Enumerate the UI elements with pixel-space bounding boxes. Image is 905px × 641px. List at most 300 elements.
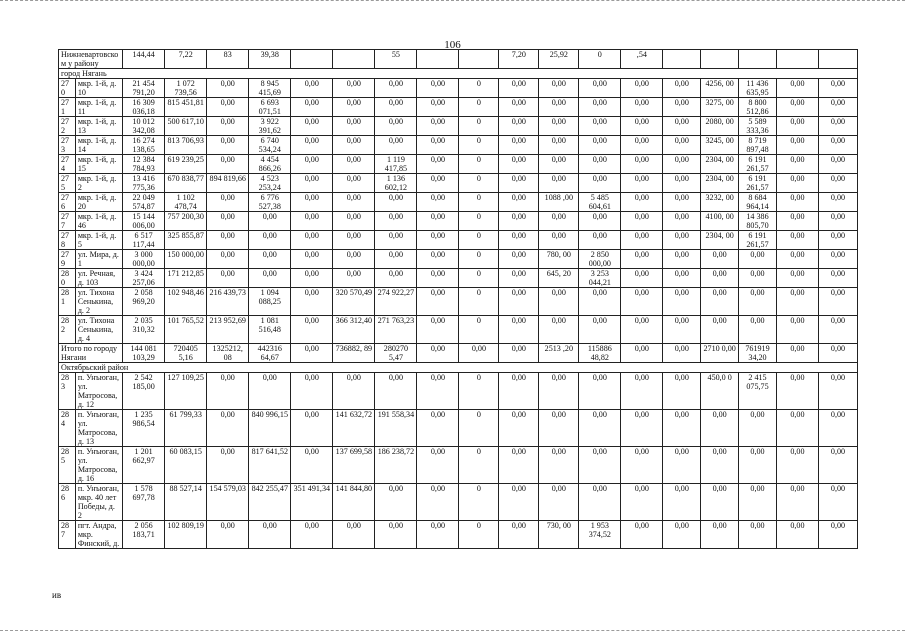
table-cell: 0,00 [333, 174, 375, 193]
table-cell: 0,00 [663, 79, 701, 98]
table-cell: 0,00 [663, 484, 701, 521]
table-cell: 0,00 [207, 136, 249, 155]
table-cell: 14 386 805,70 [739, 212, 777, 231]
table-cell: 0,00 [375, 212, 417, 231]
table-cell: 6 191 261,57 [739, 174, 777, 193]
table-cell: 0,00 [291, 79, 333, 98]
address-cell: мкр. 1-й, д. 11 [75, 98, 122, 117]
table-cell: 0,00 [818, 79, 857, 98]
section-row [59, 363, 858, 373]
table-cell: 0,00 [375, 484, 417, 521]
table-cell: 0,00 [621, 373, 663, 410]
table-cell: 0,00 [291, 117, 333, 136]
table-cell: 10 012 342,08 [123, 117, 165, 136]
table-cell: 144 081 103,29 [123, 344, 165, 363]
table-cell [663, 50, 701, 69]
table-cell: 0,00 [375, 117, 417, 136]
table-cell: 0,00 [333, 98, 375, 117]
table-cell: 0,00 [739, 484, 777, 521]
row-number: 27 1 [59, 98, 76, 117]
table-cell: 0,00 [579, 231, 621, 250]
table-cell: 0,00 [663, 316, 701, 344]
table-cell: 0,00 [291, 231, 333, 250]
table-cell: 0,00 [663, 269, 701, 288]
table-cell: 16 274 138,65 [123, 136, 165, 155]
row-number: 28 5 [59, 447, 76, 484]
table-cell: 102 948,46 [165, 288, 207, 316]
table-cell: 0,00 [818, 269, 857, 288]
table-cell: 0,00 [333, 373, 375, 410]
table-cell: 0,00 [333, 231, 375, 250]
table-cell: 0,00 [663, 410, 701, 447]
table-cell: 0,00 [663, 521, 701, 549]
table-cell: ,54 [621, 50, 663, 69]
table-cell: 0,00 [499, 193, 539, 212]
table-cell: 0 [459, 521, 499, 549]
table-cell: 0,00 [621, 447, 663, 484]
table-cell: 0,00 [539, 484, 579, 521]
table-cell: 5 589 333,36 [739, 117, 777, 136]
table-cell: 0 [459, 410, 499, 447]
table-cell: 0,00 [417, 447, 459, 484]
table-cell: 0,00 [249, 269, 291, 288]
table-cell: 154 579,03 [207, 484, 249, 521]
table-cell: 0,00 [375, 269, 417, 288]
address-cell: мкр. 1-й, д. 14 [75, 136, 122, 155]
table-cell: 0 [459, 212, 499, 231]
table-cell: 730, 00 [539, 521, 579, 549]
table-cell: 0,00 [739, 269, 777, 288]
table-cell: 0 [579, 50, 621, 69]
table-cell: 670 838,77 [165, 174, 207, 193]
row-number: 27 2 [59, 117, 76, 136]
table-cell: 0,00 [776, 373, 818, 410]
table-cell: 817 641,52 [249, 447, 291, 484]
table-cell: 4 454 866,26 [249, 155, 291, 174]
table-cell [291, 50, 333, 69]
address-cell: ул. Тихона Сенькина, д. 2 [75, 288, 122, 316]
table-cell: 0,00 [776, 174, 818, 193]
table-cell: 0,00 [539, 79, 579, 98]
table-cell: 0,00 [417, 250, 459, 269]
table-cell: 0,00 [776, 250, 818, 269]
table-cell: 0,00 [333, 79, 375, 98]
table-cell: 0,00 [499, 212, 539, 231]
table-cell: 0,00 [417, 212, 459, 231]
table-cell: 0,00 [579, 484, 621, 521]
table-cell: 21 454 791,20 [123, 79, 165, 98]
table-cell: 141 632,72 [333, 410, 375, 447]
table-cell: 7,20 [499, 50, 539, 69]
row-number: 27 7 [59, 212, 76, 231]
table-cell: 0,00 [499, 79, 539, 98]
table-cell: 0,00 [417, 174, 459, 193]
table-cell: 0,00 [375, 98, 417, 117]
table-cell: 0,00 [701, 410, 739, 447]
table-cell: 0,00 [818, 250, 857, 269]
table-cell: 0,00 [663, 155, 701, 174]
table-row [59, 373, 858, 410]
table-cell: 0,00 [701, 521, 739, 549]
address-cell: п. Унъюган, мкр. 40 лет Победы, д. 2 [75, 484, 122, 521]
table-cell: 0,00 [739, 521, 777, 549]
table-cell: 2 056 183,71 [123, 521, 165, 549]
table-cell: 645, 20 [539, 269, 579, 288]
table-cell: 2710 0,00 [701, 344, 739, 363]
table-cell: 450,0 0 [701, 373, 739, 410]
table-cell: 0 [459, 79, 499, 98]
table-cell: 0,00 [776, 521, 818, 549]
table-cell: 0 [459, 231, 499, 250]
address-cell: п. Унъюган, ул. Матросова, д. 12 [75, 373, 122, 410]
table-cell: 16 309 036,18 [123, 98, 165, 117]
table-cell: 0,00 [818, 373, 857, 410]
table-cell: 0,00 [621, 250, 663, 269]
table-cell: 0,00 [375, 231, 417, 250]
section-heading: город Нягань [59, 69, 858, 79]
table-row [59, 316, 858, 344]
table-cell: 0,00 [701, 250, 739, 269]
table-cell: 0,00 [291, 212, 333, 231]
table-cell: 0,00 [663, 231, 701, 250]
table-row [59, 250, 858, 269]
table-cell: 0,00 [207, 193, 249, 212]
table-cell: 0,00 [249, 373, 291, 410]
table-cell: 3245, 00 [701, 136, 739, 155]
table-cell: 0,00 [621, 136, 663, 155]
table-row [59, 79, 858, 98]
table-cell: 0,00 [291, 410, 333, 447]
table-cell: 0,00 [701, 288, 739, 316]
table-cell: 0,00 [701, 447, 739, 484]
table-cell: 0,00 [818, 410, 857, 447]
table-cell: 0,00 [663, 373, 701, 410]
table-cell: 0,00 [818, 447, 857, 484]
table-cell: 0,00 [291, 344, 333, 363]
table-cell: 0,00 [818, 212, 857, 231]
table-cell: 780, 00 [539, 250, 579, 269]
table-cell: 0,00 [499, 410, 539, 447]
table-cell: 0,00 [499, 250, 539, 269]
table-cell: 0,00 [818, 155, 857, 174]
table-cell: 0,00 [207, 373, 249, 410]
table-cell: 0,00 [739, 250, 777, 269]
table-cell: 0,00 [333, 193, 375, 212]
table-cell: 0,00 [579, 98, 621, 117]
table-cell: 1 235 986,54 [123, 410, 165, 447]
table-cell: 0,00 [739, 410, 777, 447]
table-cell: 0,00 [207, 79, 249, 98]
table-cell: 186 238,72 [375, 447, 417, 484]
table-cell: 0,00 [417, 484, 459, 521]
table-cell: 83 [207, 50, 249, 69]
table-cell: 2304, 00 [701, 174, 739, 193]
table-cell: 0,00 [291, 373, 333, 410]
row-number: 27 5 [59, 174, 76, 193]
address-cell: ул. Мира, д. 1 [75, 250, 122, 269]
table-cell: 0,00 [776, 155, 818, 174]
table-cell: 0,00 [207, 231, 249, 250]
table-cell: 0,00 [417, 79, 459, 98]
table-cell: 0 [459, 316, 499, 344]
address-cell: мкр. 1-й, д. 10 [75, 79, 122, 98]
table-cell: 0,00 [663, 193, 701, 212]
table-cell: 0,00 [333, 521, 375, 549]
table-cell: 0,00 [739, 316, 777, 344]
table-cell: 0,00 [776, 288, 818, 316]
table-cell: 0,00 [291, 316, 333, 344]
table-cell: 0,00 [621, 410, 663, 447]
table-cell: 8 945 415,69 [249, 79, 291, 98]
address-cell: мкр. 1-й, д. 2 [75, 174, 122, 193]
table-cell: 0,00 [776, 231, 818, 250]
table-cell: 0,00 [539, 316, 579, 344]
table-cell: 0 [459, 269, 499, 288]
address-cell: мкр. 1-й, д. 5 [75, 231, 122, 250]
table-cell: 0,00 [776, 484, 818, 521]
table-cell: 5 485 604,61 [579, 193, 621, 212]
table-cell: 0,00 [776, 98, 818, 117]
table-cell: 0,00 [818, 231, 857, 250]
table-cell: 720405 5,16 [165, 344, 207, 363]
table-row [59, 117, 858, 136]
table-cell: 813 706,93 [165, 136, 207, 155]
table-cell: 0,00 [417, 193, 459, 212]
table-cell: 0,00 [663, 447, 701, 484]
table-cell: 2 035 310,32 [123, 316, 165, 344]
table-cell: 101 765,52 [165, 316, 207, 344]
address-cell: ул. Тихона Сенькина, д. 4 [75, 316, 122, 344]
table-cell: 0,00 [663, 174, 701, 193]
table-cell: 127 109,25 [165, 373, 207, 410]
table-row [59, 174, 858, 193]
table-row [59, 269, 858, 288]
table-cell: 0,00 [333, 212, 375, 231]
table-cell: 0 [459, 136, 499, 155]
table-cell: 0,00 [417, 155, 459, 174]
table-cell: 0,00 [539, 231, 579, 250]
table-cell: 6 776 527,38 [249, 193, 291, 212]
table-cell: 0,00 [776, 193, 818, 212]
table-cell: 1 953 374,52 [579, 521, 621, 549]
table-cell: 2 415 075,75 [739, 373, 777, 410]
table-cell: 3275, 00 [701, 98, 739, 117]
table-cell: 0,00 [818, 136, 857, 155]
table-cell: 191 558,34 [375, 410, 417, 447]
table-cell: 2080, 00 [701, 117, 739, 136]
table-cell: 351 491,34 [291, 484, 333, 521]
table-cell: 0,00 [539, 155, 579, 174]
table-cell: 0,00 [249, 231, 291, 250]
table-cell: 55 [375, 50, 417, 69]
table-cell: 0,00 [499, 344, 539, 363]
table-cell: 320 570,49 [333, 288, 375, 316]
table-cell: 0,00 [333, 155, 375, 174]
table-cell: 0,00 [621, 117, 663, 136]
section-row [59, 69, 858, 79]
table-row [59, 136, 858, 155]
table-cell: 366 312,40 [333, 316, 375, 344]
table-cell: 0,00 [818, 344, 857, 363]
table-cell: 3 424 257,06 [123, 269, 165, 288]
table-cell: 0,00 [375, 136, 417, 155]
table-cell: 0,00 [207, 521, 249, 549]
table-cell: 6 191 261,57 [739, 231, 777, 250]
table-cell: 0,00 [621, 193, 663, 212]
table-cell: 0,00 [499, 117, 539, 136]
table-cell: 0,00 [291, 136, 333, 155]
table-cell: 271 763,23 [375, 316, 417, 344]
table-cell: 0,00 [291, 288, 333, 316]
table-cell: 0,00 [417, 136, 459, 155]
table-cell: 0,00 [701, 316, 739, 344]
table-cell: 2513 ,20 [539, 344, 579, 363]
row-number: 28 6 [59, 484, 76, 521]
table-cell: 0,00 [333, 117, 375, 136]
address-cell: мкр. 1-й, д. 20 [75, 193, 122, 212]
table-row [59, 410, 858, 447]
table-cell: 2 850 000,00 [579, 250, 621, 269]
address-cell: п. Унъюган, ул. Матросова, д. 16 [75, 447, 122, 484]
table-cell: 0,00 [249, 250, 291, 269]
table-cell: 0,00 [579, 447, 621, 484]
table-cell: 894 819,66 [207, 174, 249, 193]
table-cell: 0,00 [776, 410, 818, 447]
table-cell: 6 740 534,24 [249, 136, 291, 155]
table-cell: 761919 34,20 [739, 344, 777, 363]
table-cell: 280270 5,47 [375, 344, 417, 363]
table-cell: 0,00 [776, 344, 818, 363]
table-cell: 137 699,58 [333, 447, 375, 484]
table-cell: 7,22 [165, 50, 207, 69]
summary-label: Итого по городу Нягани [59, 344, 123, 363]
table-cell: 0,00 [663, 136, 701, 155]
table-cell: 0,00 [207, 269, 249, 288]
table-cell: 619 239,25 [165, 155, 207, 174]
table-cell: 8 684 964,14 [739, 193, 777, 212]
table-cell: 11 436 635,95 [739, 79, 777, 98]
table-cell: 0,00 [499, 288, 539, 316]
table-cell: 0,00 [621, 344, 663, 363]
table-cell: 0,00 [739, 447, 777, 484]
table-cell: 61 799,33 [165, 410, 207, 447]
table-cell: 0,00 [375, 373, 417, 410]
table-cell: 815 451,81 [165, 98, 207, 117]
table-cell: 0,00 [417, 344, 459, 363]
table-cell: 22 049 574,87 [123, 193, 165, 212]
table-cell: 0,00 [621, 316, 663, 344]
table-cell: 0,00 [539, 212, 579, 231]
row-number: 27 0 [59, 79, 76, 98]
table-cell: 0,00 [818, 521, 857, 549]
table-cell: 0,00 [621, 155, 663, 174]
table-cell: 0,00 [621, 231, 663, 250]
table-cell: 1088 ,00 [539, 193, 579, 212]
table-cell: 0,00 [579, 117, 621, 136]
table-cell: 3232, 00 [701, 193, 739, 212]
address-cell: мкр. 1-й, д. 13 [75, 117, 122, 136]
table-cell: 0,00 [579, 155, 621, 174]
row-number: 27 8 [59, 231, 76, 250]
table-cell: 0,00 [291, 250, 333, 269]
table-cell: 0,00 [499, 231, 539, 250]
table-row [59, 98, 858, 117]
table-cell: 0,00 [291, 521, 333, 549]
table-cell: 1 578 697,78 [123, 484, 165, 521]
table-cell: 0,00 [499, 269, 539, 288]
table-cell: 0,00 [776, 316, 818, 344]
table-cell: 0,00 [663, 98, 701, 117]
row-number: 28 2 [59, 316, 76, 344]
table-cell: 0,00 [776, 447, 818, 484]
table-cell: 0 [459, 288, 499, 316]
table-cell: 3 253 044,21 [579, 269, 621, 288]
table-cell: 6 517 117,44 [123, 231, 165, 250]
table-cell: 1 072 739,56 [165, 79, 207, 98]
table-cell: 0,00 [291, 447, 333, 484]
row-number: 27 4 [59, 155, 76, 174]
table-cell: 0,00 [539, 174, 579, 193]
summary-row [59, 50, 858, 69]
table-cell: 0,00 [818, 193, 857, 212]
table-cell: 88 527,14 [165, 484, 207, 521]
table-cell: 8 719 897,48 [739, 136, 777, 155]
table-cell: 1 102 478,74 [165, 193, 207, 212]
table-cell: 1 201 662,97 [123, 447, 165, 484]
table-cell: 0,00 [291, 155, 333, 174]
table-cell: 0,00 [539, 98, 579, 117]
table-cell: 0,00 [499, 373, 539, 410]
table-cell [818, 50, 857, 69]
table-cell: 1325212, 08 [207, 344, 249, 363]
table-cell: 0,00 [459, 344, 499, 363]
table-cell: 1 081 516,48 [249, 316, 291, 344]
table-cell: 0,00 [818, 484, 857, 521]
table-cell: 0,00 [291, 98, 333, 117]
table-cell: 0,00 [333, 250, 375, 269]
table-cell: 0,00 [499, 316, 539, 344]
row-number: 27 9 [59, 250, 76, 269]
table-cell: 0,00 [207, 447, 249, 484]
table-cell: 0,00 [621, 212, 663, 231]
table-cell: 0,00 [249, 212, 291, 231]
row-number: 28 0 [59, 269, 76, 288]
table-cell: 0,00 [621, 288, 663, 316]
table-cell: 0,00 [207, 155, 249, 174]
table-cell: 115886 48,82 [579, 344, 621, 363]
address-cell: мкр. 1-й, д. 46 [75, 212, 122, 231]
table-cell: 0,00 [776, 136, 818, 155]
table-cell [459, 50, 499, 69]
table-cell: 0,00 [663, 250, 701, 269]
table-cell: 0,00 [417, 269, 459, 288]
table-cell: 0,00 [417, 117, 459, 136]
table-cell: 0,00 [818, 174, 857, 193]
table-cell: 0,00 [499, 174, 539, 193]
table-cell: 0,00 [621, 79, 663, 98]
table-cell: 0,00 [776, 269, 818, 288]
table-cell: 0,00 [539, 447, 579, 484]
table-cell: 0,00 [499, 98, 539, 117]
table-cell: 0,00 [291, 193, 333, 212]
table-cell: 736882, 89 [333, 344, 375, 363]
table-cell: 0 [459, 447, 499, 484]
table-cell: 0,00 [417, 231, 459, 250]
table-cell: 840 996,15 [249, 410, 291, 447]
table-cell: 0,00 [539, 373, 579, 410]
table-cell: 0 [459, 193, 499, 212]
table-cell: 213 952,69 [207, 316, 249, 344]
